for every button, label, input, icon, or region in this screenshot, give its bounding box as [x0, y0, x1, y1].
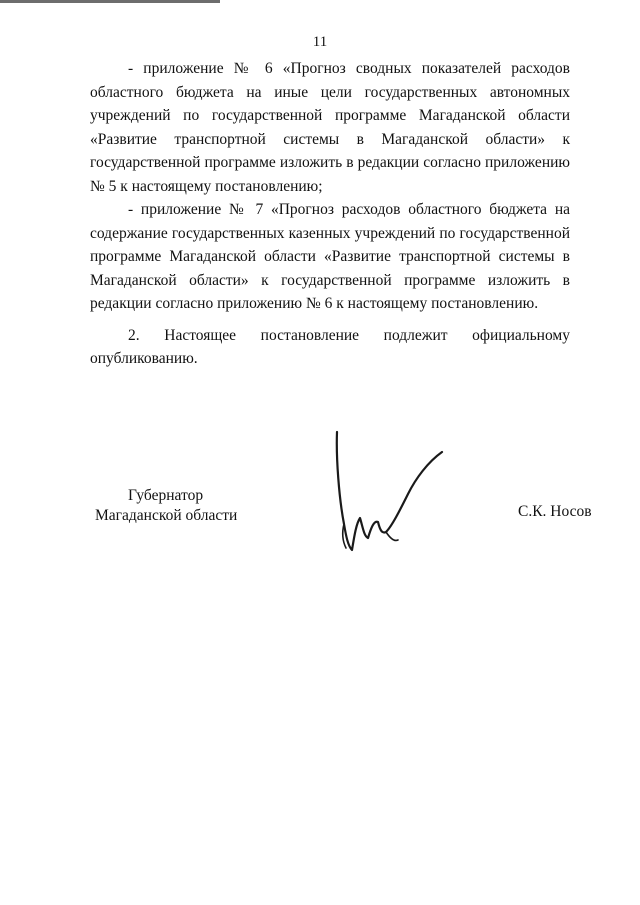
handwritten-signature — [330, 428, 450, 558]
signatory-title-line1: Губернатор — [128, 487, 204, 504]
scan-edge-line — [0, 0, 220, 3]
paragraph-appendix-6: - приложение № 6 «Прогноз сводных показателей расходов областного бюджета на иные цели государственных автономных учреждений по государственной программе Магаданской области «Развитие транспортной системы в Магаданской области» к государственной программе изложить в редакции согласно приложению № 5 к настоящему постановлению; — [90, 60, 570, 195]
paragraph-publication: 2. Настоящее постановление подлежит официальному опубликованию. — [90, 326, 570, 367]
paragraph-appendix-7: - приложение № 7 «Прогноз расходов областного бюджета на содержание государственных казенных учреждений по государственной программе Магаданской области «Развитие транспортной системы в Магаданской области» к государственной программе изложить в редакции согласно приложению № 6 к настоящему постановлению. — [90, 201, 570, 312]
signatory-title-line2: Магаданской области — [95, 507, 238, 524]
body-text — [90, 57, 570, 371]
signatory-name: С.К. Носов — [518, 503, 592, 520]
page-number: 11 — [312, 34, 328, 50]
